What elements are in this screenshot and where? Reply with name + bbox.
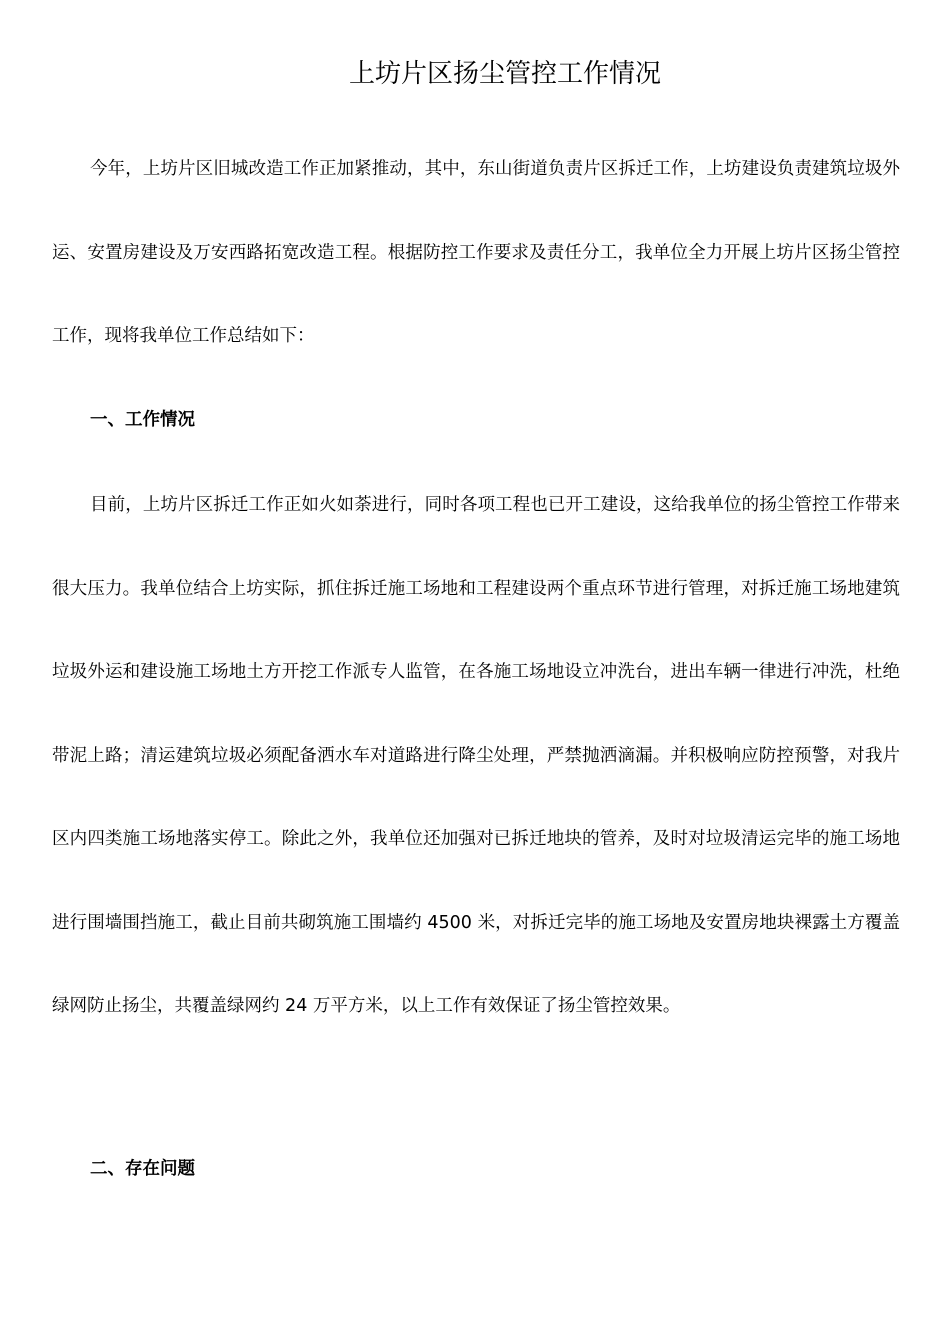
section-paragraph-work-status: 目前，上坊片区拆迁工作正如火如荼进行，同时各项工程也已开工建设，这给我单位的扬尘管控工作带来很大压力。我单位结合上坊实际，抓住拆迁施工场地和工程建设两个重点环节进行管理，对拆迁施工场地建筑垃圾外运和建设施工场地土方开挖工作派专人监管，在各施工场地设立冲洗台，进出车辆一律进行冲洗，杜绝带泥上路；清运建筑垃圾必须配备洒水车对道路进行降尘处理，严禁抛洒滴漏。并积极响应防控预警，对我片区内四类施工场地落实停工。除此之外，我单位还加强对已拆迁地块的管养，及时对垃圾清运完毕的施工场地进行围墙围挡施工，截止目前共砌筑施工围墙约 4500 米，对拆迁完毕的施工场地及安置房地块裸露土方覆盖绿网防止扬尘，共覆盖绿网约 24 万平方米，以上工作有效保证了扬尘管控效果。: [52, 495, 900, 1016]
document-title: 上坊片区扬尘管控工作情况: [348, 59, 661, 89]
section-heading-work-status: 一、工作情况: [90, 410, 195, 430]
section-heading-existing-problems: 二、存在问题: [90, 1159, 195, 1179]
intro-paragraph: 今年，上坊片区旧城改造工作正加紧推动，其中，东山街道负责片区拆迁工作，上坊建设负责建筑垃圾外运、安置房建设及万安西路拓宽改造工程。根据防控工作要求及责任分工，我单位全力开展上坊片区扬尘管控工作，现将我单位工作总结如下：: [52, 159, 900, 346]
